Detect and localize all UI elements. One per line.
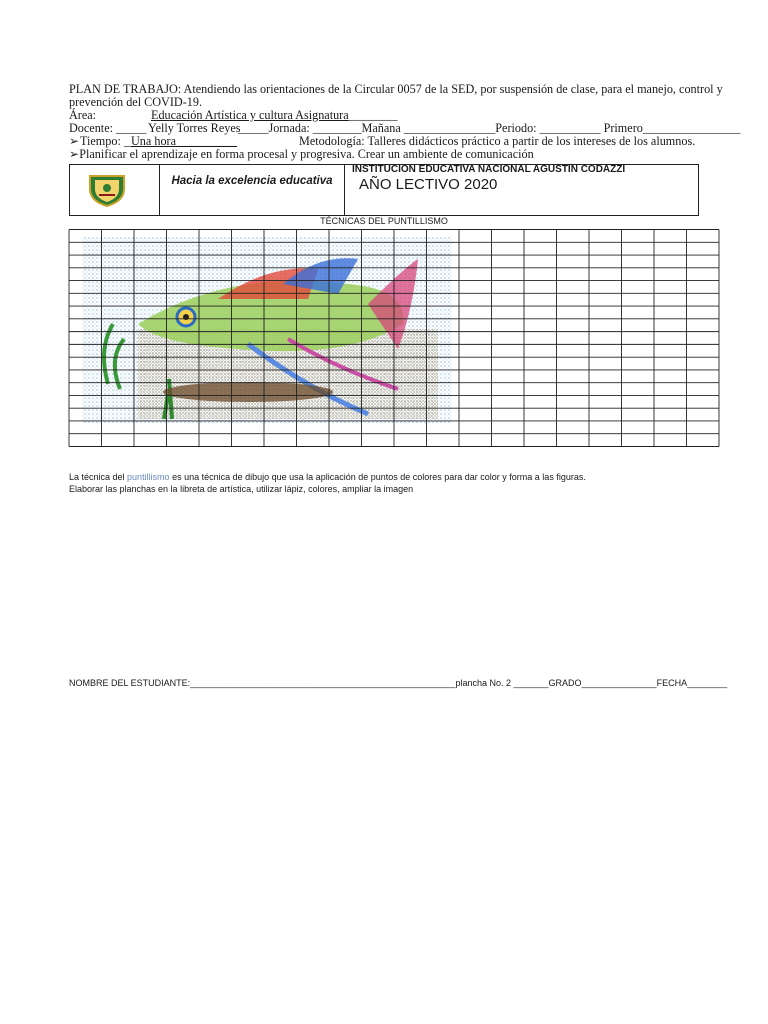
student-info-line: NOMBRE DEL ESTUDIANTE:_____________________________________________________plancha No. 2 _______GRADO_______________FECHA________ bbox=[69, 678, 728, 688]
docente-value: Yelly Torres Reyes bbox=[148, 121, 241, 135]
header-divider bbox=[344, 165, 345, 215]
planificar-line: ➢Planificar el aprendizaje en forma procesal y progresiva. Crear un ambiente de comunicación bbox=[69, 147, 534, 161]
area-label: Área: bbox=[69, 108, 97, 122]
tiempo-bullet: ➢ bbox=[69, 134, 80, 148]
school-header bbox=[69, 164, 699, 216]
school-motto: Hacia la excelencia educativa bbox=[171, 175, 333, 187]
docente-label: Docente: _____ bbox=[69, 121, 147, 135]
pointillism-grid bbox=[68, 229, 720, 447]
institution-name: INSTITUCION EDUCATIVA NACIONAL AGUSTIN CODAZZI bbox=[352, 164, 626, 175]
tiempo-label: Tiempo: __ bbox=[80, 134, 137, 148]
jornada-line: _____Jornada: ________Mañana _______________Periodo: __________ Primero________________ bbox=[238, 121, 741, 135]
plan-line-1: PLAN DE TRABAJO: Atendiendo las orientaciones de la Circular 0057 de la SED, por suspensión de clase, para el manejo, control y bbox=[69, 82, 723, 96]
metodologia: Metodología: Talleres didácticos práctico a partir de los intereses de los alumnos. bbox=[299, 134, 696, 148]
instructions: Elaborar las planchas en la libreta de artística, utilizar lápiz, colores, ampliar la imagen bbox=[69, 484, 414, 494]
header-divider bbox=[159, 165, 160, 215]
area-value: Educación Artística y cultura Asignatura________ bbox=[151, 108, 398, 122]
plan-line-2: prevención del COVID-19. bbox=[69, 95, 203, 109]
grid-title: TÉCNICAS DEL PUNTILLISMO bbox=[320, 216, 448, 226]
school-year: AÑO LECTIVO 2020 bbox=[359, 176, 498, 193]
school-crest-icon bbox=[86, 173, 128, 207]
tiempo-value: Una hora__________ bbox=[131, 134, 237, 148]
technique-description: La técnica del puntillismo es una técnica de dibujo que usa la aplicación de puntos de colores para dar color y forma a las figuras. bbox=[69, 472, 586, 482]
grid-lines bbox=[69, 230, 719, 447]
